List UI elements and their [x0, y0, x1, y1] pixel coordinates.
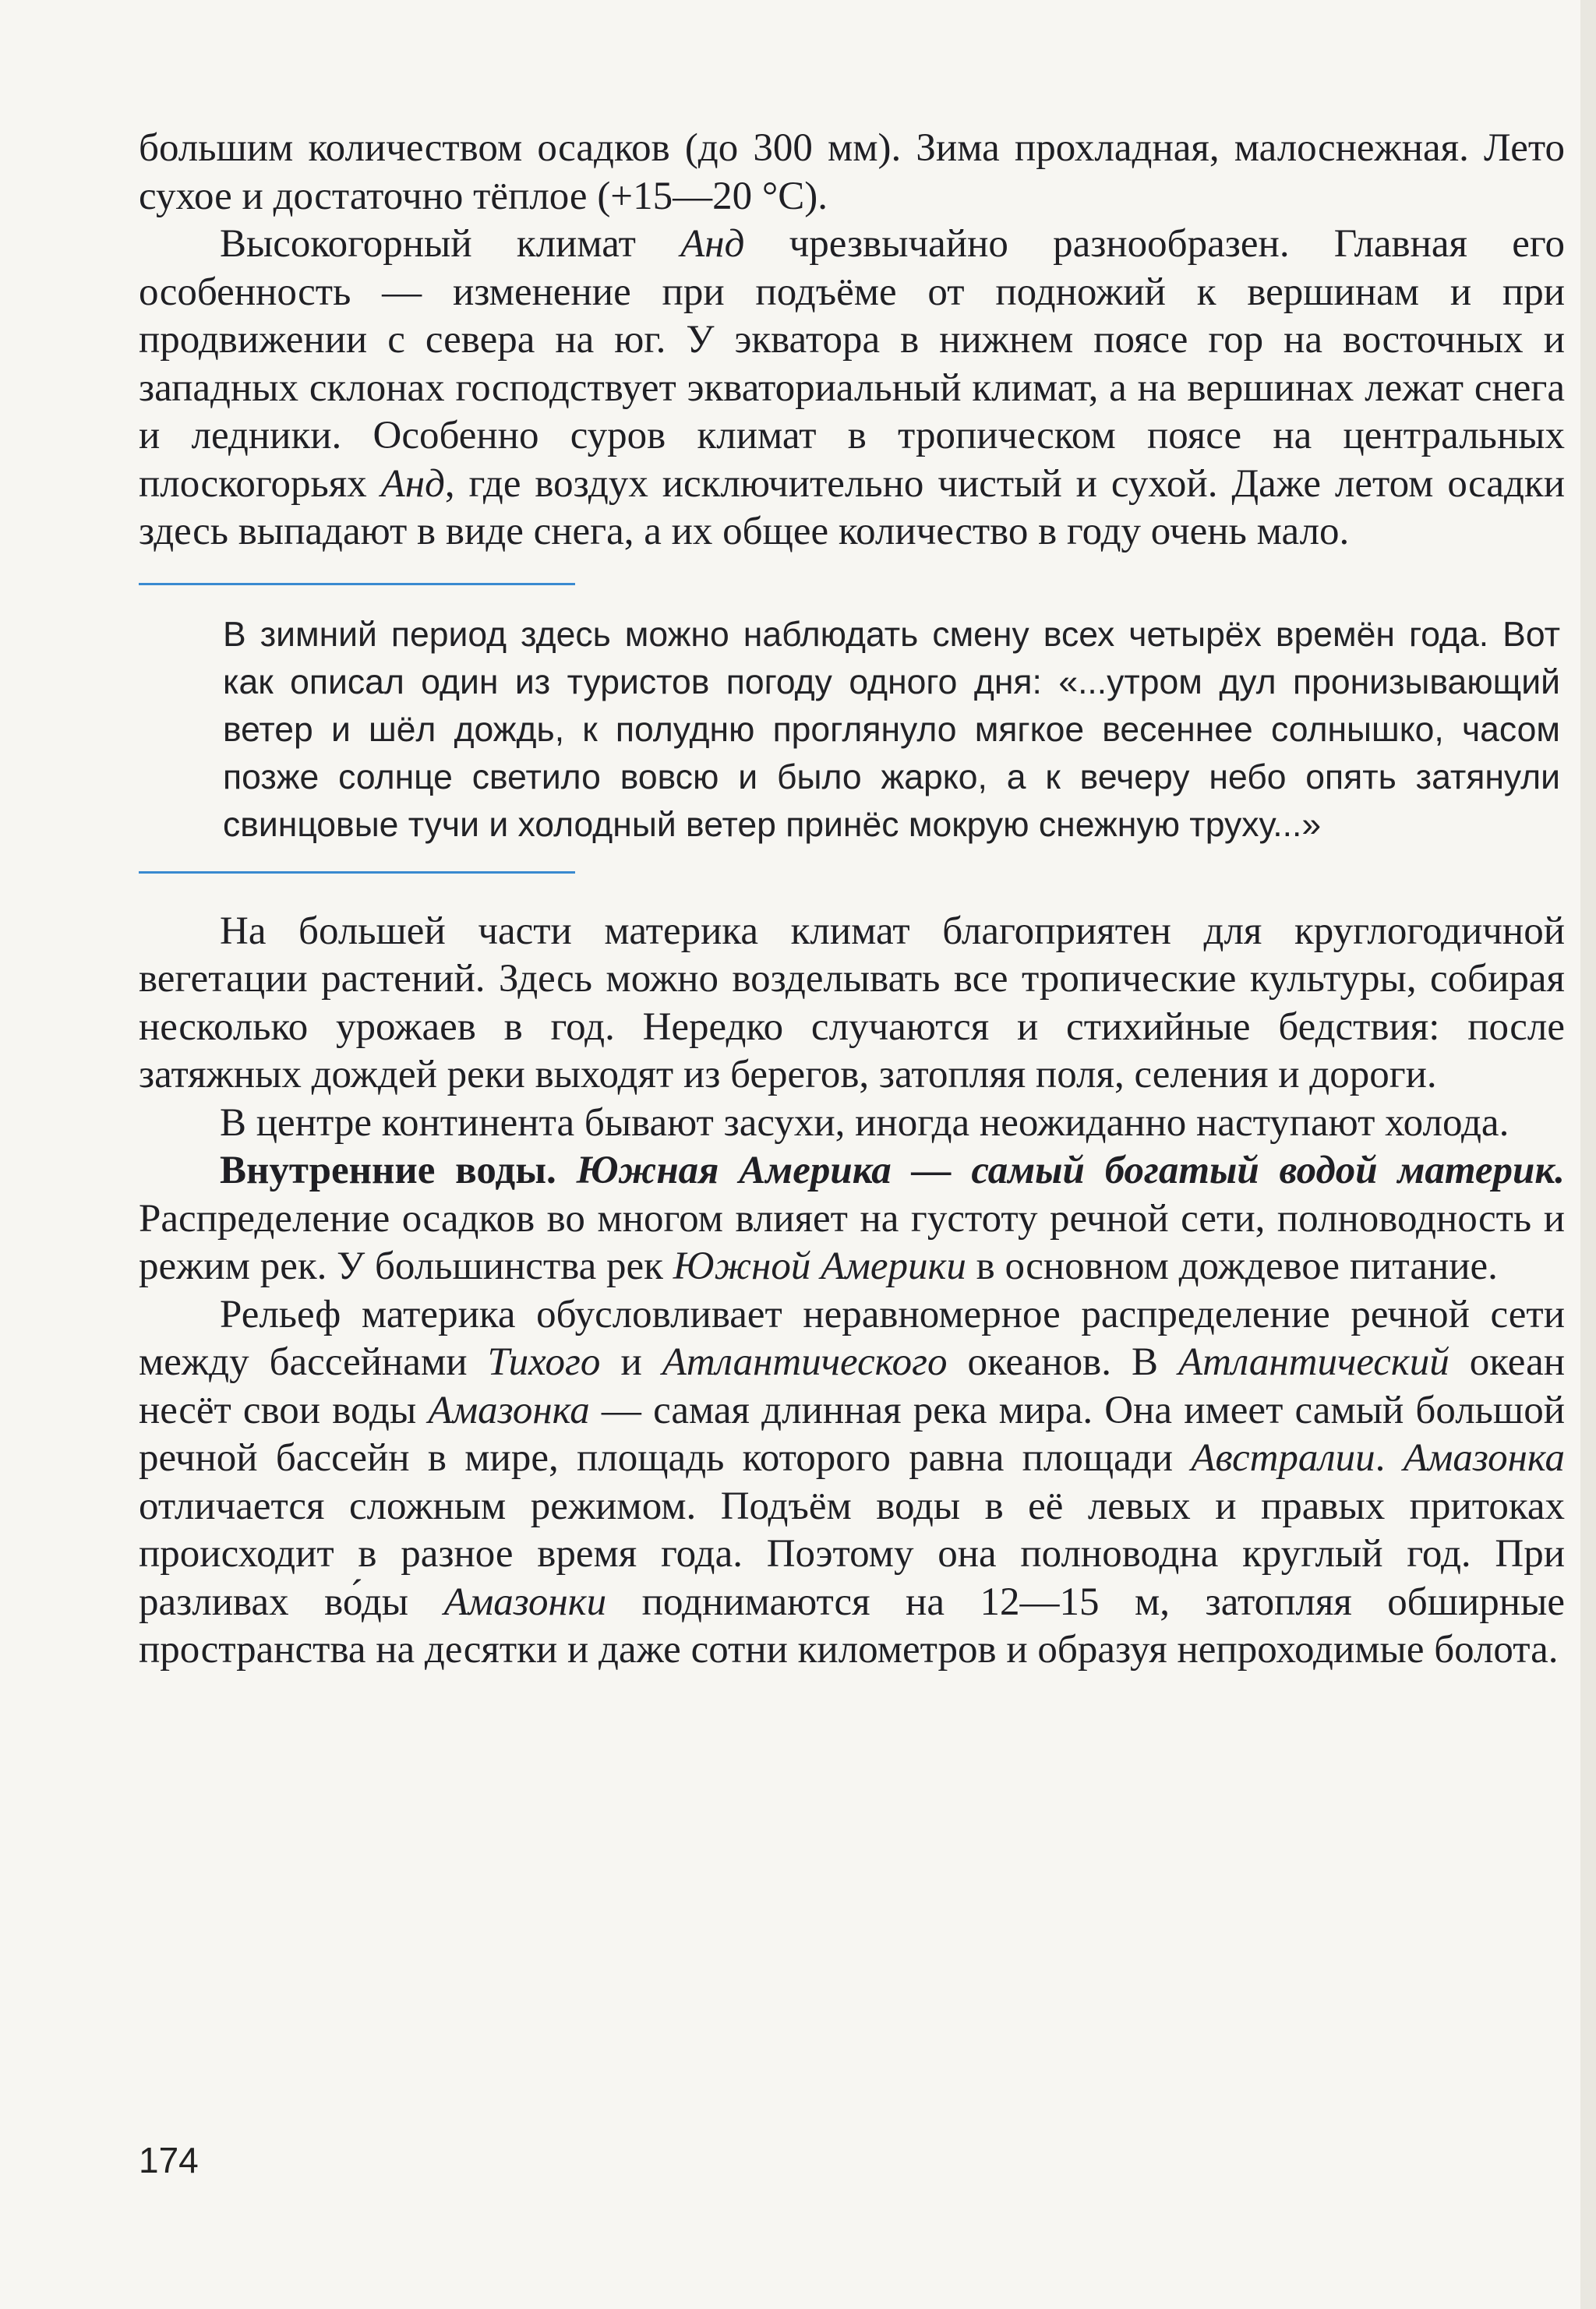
- place-name-atlantic: Атлантического: [662, 1340, 948, 1384]
- quote-top-rule: [139, 583, 575, 585]
- place-name-amazon: Амазонка: [428, 1388, 590, 1432]
- paragraph-andes-climate: [139, 221, 1565, 556]
- text-run: — самая длинная река мира. Она имеет самый большой речной бассейн в мире, площадь которого равна площади: [139, 1388, 1565, 1480]
- place-name-atlantic: Атлантический: [1178, 1340, 1449, 1384]
- paragraph-amazon: [139, 1291, 1565, 1675]
- text-run: чрезвычайно разнообразен. Главная его особенность — изменение при подъёме от подножий к вершинам и при продвижении с севера на юг. У экватора в нижнем поясе гор на восточных и западных склонах господствует экваториальный климат, а на вершинах лежат снега и ледники. Особенно суров климат в тропическом поясе на центральных плоскогорьях: [139, 222, 1566, 506]
- text-run: , где воздух исключительно чистый и сухой. Даже летом осадки здесь выпадают в виде снега, а их общее количество в году очень мало.: [139, 461, 1565, 553]
- tourist-quote-box: [139, 580, 1565, 880]
- text-run: Высокогорный климат: [220, 222, 681, 266]
- paragraph-winter-summer: большим количеством осадков (до 300 мм). Зима прохладная, малоснежная. Лето сухое и достаточно тёплое (+15—20 °C).: [139, 126, 1565, 218]
- place-name-australia: Австралии: [1191, 1436, 1375, 1480]
- text-run: отличается сложным режимом. Подъём воды в её левых и правых притоках происходит в разное время года. Поэтому она полноводна круглый год. При разливах во́ды: [139, 1484, 1565, 1624]
- paragraph-vegetation: На большей части материка климат благоприятен для круглогодичной вегетации растений. Здесь можно возделывать все тропические культуры, собирая несколько урожаев в год. Нередко случаются и стихийные бедствия: после затяжных дождей реки выходят из берегов, затопляя поля, селения и дороги.: [139, 909, 1565, 1096]
- tourist-quote-text: В зимний период здесь можно наблюдать смену всех четырёх времён года. Вот как описал один из туристов погоду одного дня: «...утром дул пронизывающий ветер и шёл дождь, к полудню проглянуло мягкое весеннее солнышко, часом позже солнце светило вовсю и было жарко, а к вечеру небо опять затянули свинцовые тучи и холодный ветер принёс мокрую снежную труху...»: [223, 615, 1560, 844]
- text-run: .: [1375, 1436, 1404, 1480]
- key-thesis: Южная Америка — самый богатый водой материк.: [576, 1149, 1566, 1192]
- page-number: 174: [139, 2140, 199, 2180]
- text-run: океанов. В: [947, 1340, 1179, 1384]
- place-name-amazon: Амазонка: [1403, 1436, 1566, 1480]
- page-body: [139, 125, 1565, 1675]
- paragraph-droughts: В центре континента бывают засухи, иногда неожиданно наступают холода.: [220, 1100, 1509, 1145]
- page-edge-shadow: [1580, 0, 1596, 2309]
- text-run: Рельеф материка обусловливает неравномерное распределение речной сети между бассейнами: [139, 1292, 1565, 1384]
- text-run: Распределение осадков во многом влияет на густоту речной сети, полноводность и режим рек. У большинства рек: [139, 1196, 1565, 1288]
- place-name-andes: Анд: [680, 222, 745, 266]
- place-name-amazon: Амазонки: [443, 1580, 607, 1624]
- place-name-pacific: Тихого: [487, 1340, 601, 1384]
- text-run: в основном дождевое питание.: [966, 1245, 1498, 1288]
- section-heading-inland-waters: Внутренние воды.: [220, 1149, 556, 1192]
- place-name-south-america: Южной Америки: [673, 1245, 966, 1288]
- text-run: поднимаются на 12—15 м, затопляя обширные пространства на десятки и даже сотни километров и образуя непроходимые болота.: [139, 1580, 1566, 1672]
- paragraph-inland-waters: [139, 1147, 1565, 1291]
- quote-bottom-rule: [139, 871, 575, 874]
- text-run: океан несёт свои воды: [139, 1340, 1565, 1432]
- text-run: и: [600, 1340, 662, 1384]
- place-name-andes: Анд: [380, 461, 445, 506]
